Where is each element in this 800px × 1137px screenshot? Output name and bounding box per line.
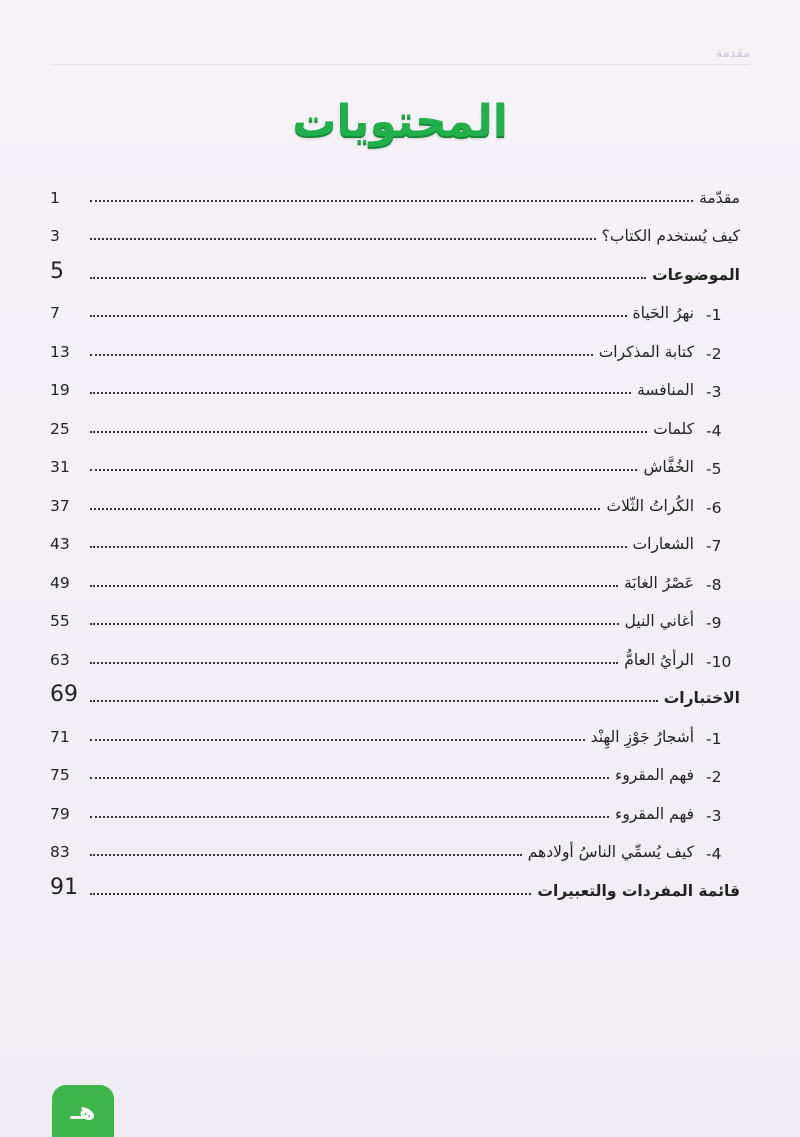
toc-page-number: 71	[50, 727, 70, 746]
dot-leader	[90, 430, 647, 433]
toc-item-number: -1	[706, 306, 722, 324]
toc-page-number: 25	[50, 419, 70, 438]
running-header: مقدمة	[50, 46, 750, 65]
toc-item-number: -3	[706, 383, 722, 401]
toc-row[interactable]	[50, 363, 740, 402]
toc-section-row[interactable]	[50, 247, 740, 286]
toc-row[interactable]	[50, 594, 740, 633]
dot-leader	[90, 622, 619, 625]
dot-leader	[90, 776, 609, 779]
toc-row[interactable]	[50, 555, 740, 594]
toc-page-number: 7	[50, 304, 60, 322]
toc-page-number: 55	[50, 612, 70, 630]
toc-item-number: -1	[706, 729, 722, 748]
toc-page-number: 13	[50, 342, 70, 361]
dot-leader	[90, 853, 522, 856]
toc-page-number: 5	[50, 258, 64, 284]
dot-leader	[90, 314, 627, 317]
toc-item-label: عَصْرُ الغابَة	[623, 573, 694, 592]
toc-item-number: -9	[706, 614, 722, 632]
dot-leader	[90, 661, 618, 664]
toc-item-label: قائمة المفردات والتعبيرات	[537, 881, 740, 900]
toc-page-number: 1	[50, 188, 60, 207]
toc-item-number: -3	[706, 806, 722, 825]
toc-page-number: 63	[50, 650, 70, 669]
toc-row[interactable]	[50, 825, 740, 864]
toc-item-label: الاختبارات	[663, 689, 740, 707]
table-of-contents	[50, 170, 740, 902]
toc-item-label: كتابة المذكرات	[598, 342, 694, 361]
dot-leader	[90, 391, 631, 394]
toc-item-label: الشعارات	[632, 535, 694, 553]
toc-item-label: الموضوعات	[652, 265, 740, 284]
toc-item-label: المنافسة	[637, 381, 694, 399]
toc-item-number: -4	[706, 421, 722, 440]
toc-item-number: -4	[706, 845, 722, 863]
toc-row[interactable]	[50, 286, 740, 325]
dot-leader	[90, 507, 600, 510]
toc-row[interactable]	[50, 209, 740, 248]
dot-leader	[90, 237, 596, 240]
toc-item-number: -7	[706, 537, 722, 555]
toc-row[interactable]	[50, 786, 740, 825]
dot-leader	[90, 699, 658, 702]
toc-page-number: 75	[50, 766, 70, 784]
toc-item-label: أشجارُ جَوْزِ الهِنْد	[590, 727, 694, 746]
toc-page-number: 31	[50, 458, 70, 476]
toc-item-label: الكُراتُ الثّلاث	[606, 496, 694, 515]
toc-page-number: 83	[50, 843, 70, 861]
toc-item-label: الرأيُ العامُّ	[624, 650, 694, 669]
toc-item-label: كيف يُستخدم الكتاب؟	[601, 227, 740, 245]
toc-item-label: كلمات	[653, 419, 694, 438]
toc-page-number: 43	[50, 535, 70, 553]
toc-row[interactable]	[50, 324, 740, 363]
toc-item-number: -2	[706, 344, 722, 363]
dot-leader	[90, 468, 637, 471]
dot-leader	[90, 892, 531, 895]
toc-page-number: 19	[50, 381, 70, 399]
toc-row[interactable]	[50, 709, 740, 748]
toc-item-label: مقدّمة	[699, 188, 740, 207]
toc-row[interactable]	[50, 517, 740, 556]
toc-page-number: 91	[50, 874, 78, 900]
dot-leader	[90, 545, 627, 548]
toc-row[interactable]	[50, 632, 740, 671]
toc-row[interactable]	[50, 748, 740, 787]
page-title: المحتويات	[292, 96, 508, 147]
toc-page-number: 49	[50, 573, 70, 592]
toc-item-label: كيف يُسمِّي الناسُ أولادهم	[527, 843, 694, 861]
toc-row[interactable]	[50, 478, 740, 517]
toc-item-label: أغاني النيل	[624, 612, 694, 630]
toc-section-row[interactable]	[50, 671, 740, 710]
toc-item-number: -8	[706, 575, 722, 594]
dot-leader	[90, 353, 593, 356]
dot-leader	[90, 276, 646, 279]
page-number-badge: هـ	[52, 1085, 114, 1137]
toc-row[interactable]	[50, 440, 740, 479]
toc-page-number: 69	[50, 682, 78, 707]
toc-item-label: نهرُ الحَياة	[632, 304, 694, 322]
toc-item-number: -10	[706, 652, 732, 671]
toc-row[interactable]	[50, 170, 740, 209]
toc-section-row[interactable]	[50, 863, 740, 902]
toc-page-number: 37	[50, 496, 70, 515]
dot-leader	[90, 199, 693, 202]
dot-leader	[90, 815, 609, 818]
toc-row[interactable]	[50, 401, 740, 440]
dot-leader	[90, 738, 585, 741]
toc-item-label: الخُفَّاش	[643, 458, 694, 476]
toc-item-number: -2	[706, 768, 722, 786]
toc-item-number: -6	[706, 498, 722, 517]
toc-page-number: 79	[50, 804, 70, 823]
toc-page-number: 3	[50, 227, 60, 245]
toc-item-label: فهم المقروء	[615, 766, 694, 784]
toc-item-number: -5	[706, 460, 722, 478]
dot-leader	[90, 584, 618, 587]
toc-item-label: فهم المقروء	[615, 804, 694, 823]
